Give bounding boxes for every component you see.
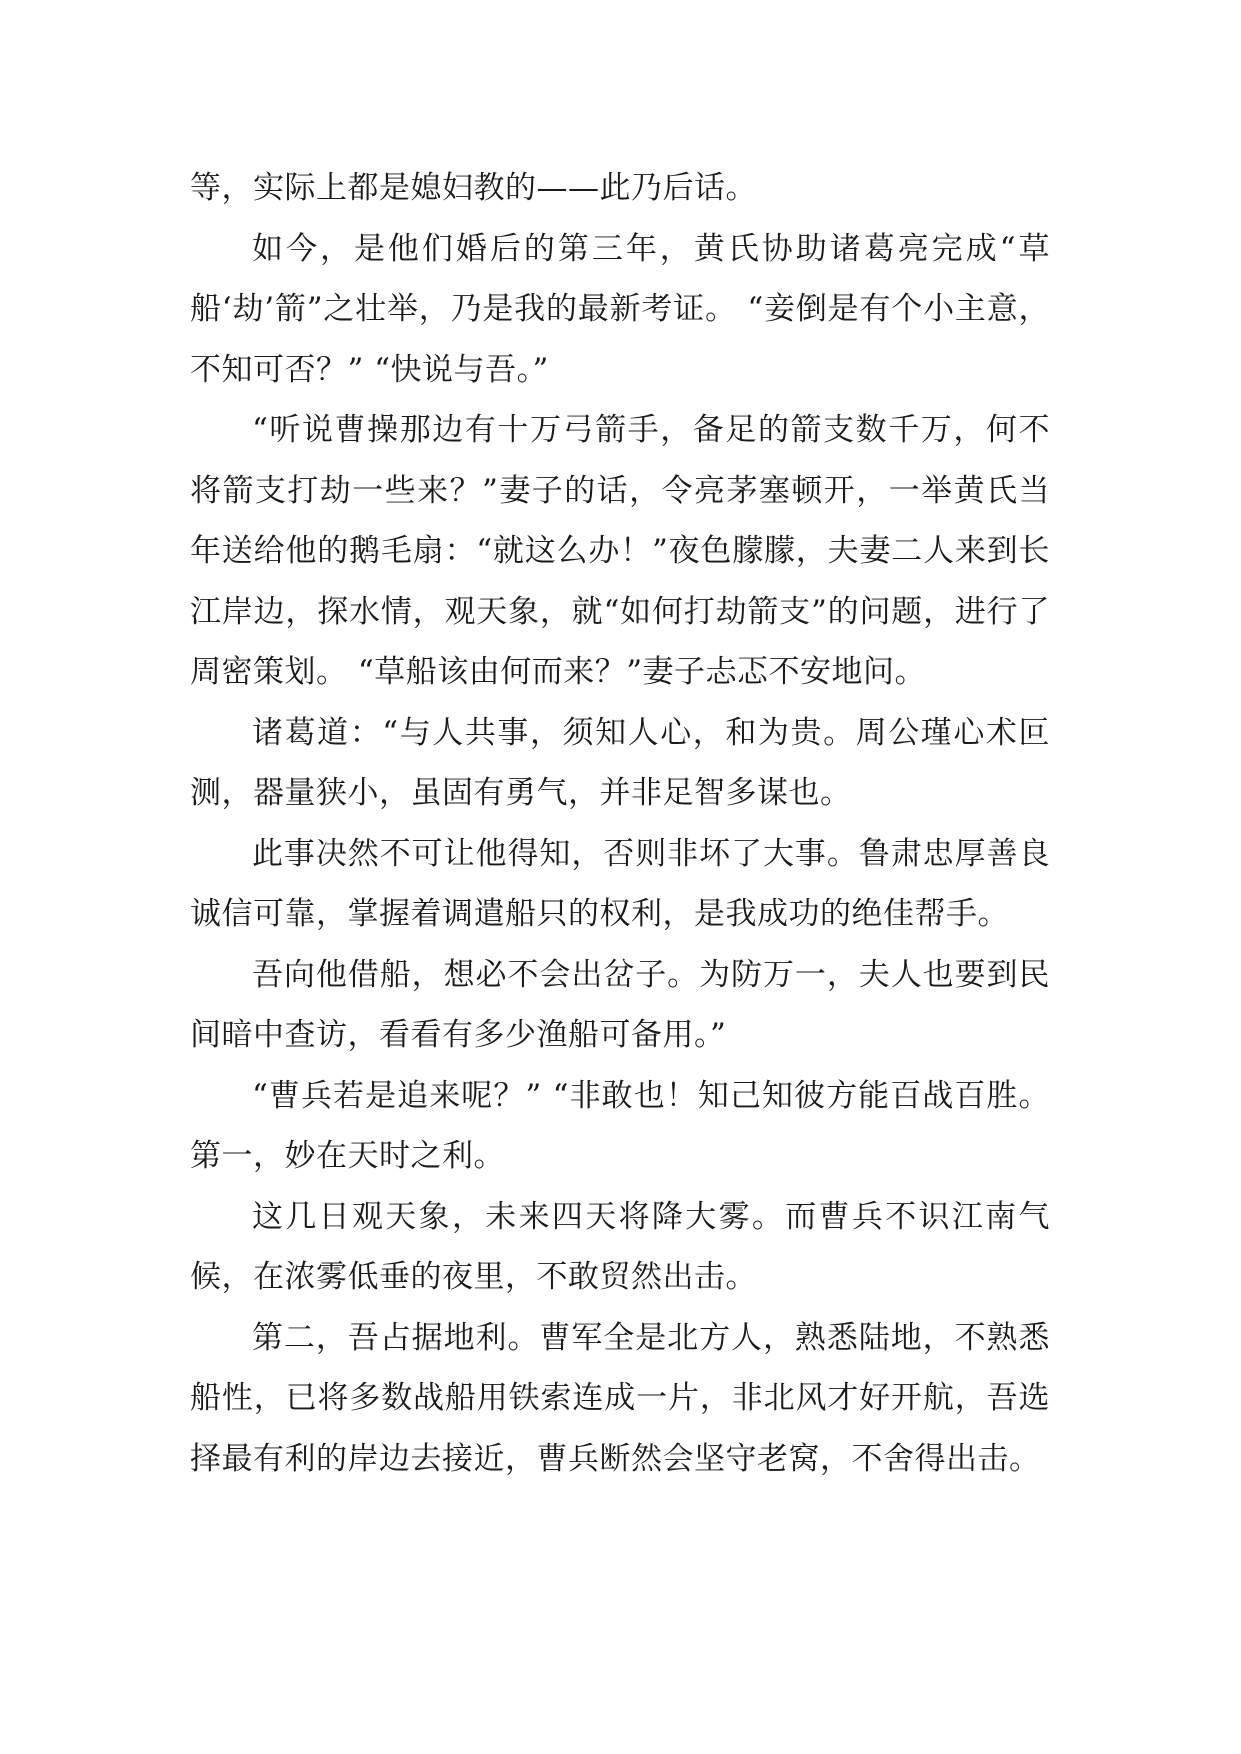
paragraph-4: 诸葛道：“与人共事，须知人心，和为贵。周公瑾心术叵测，器量狭小，虽固有勇气，并非足智多谋也。 — [190, 714, 1050, 811]
paragraph-3: “听说曹操那边有十万弓箭手，备足的箭支数千万，何不将箭支打劫一些来？”妻子的话，令亮茅塞顿开，一举黄氏当年送给他的鹅毛扇：“就这么办！”夜色朦朦，夫妻二人来到长江岸边，探水情，观天象，就“如何打劫箭支”的问题，进行了周密策划。 “草船该由何而来？”妻子忐忑不安地问。 — [190, 412, 1050, 690]
paragraph-9: 第二，吾占据地利。曹军全是北方人，熟悉陆地，不熟悉船性，已将多数战船用铁索连成一片，非北风才好开航，吾选择最有利的岸边去接近，曹兵断然会坚守老窝，不舍得出击。 — [190, 1319, 1050, 1477]
document-body — [190, 158, 1050, 1489]
paragraph-2: 如今，是他们婚后的第三年，黄氏协助诸葛亮完成“草船‘劫’箭”之壮举，乃是我的最新考证。 “妾倒是有个小主意，不知可否？” “快说与吾。” — [190, 230, 1050, 388]
paragraph-7: “曹兵若是追来呢？” “非敢也！知己知彼方能百战百胜。第一，妙在天时之利。 — [190, 1077, 1050, 1174]
paragraph-1: 等，实际上都是媳妇教的——此乃后话。 — [190, 170, 757, 206]
paragraph-8: 这几日观天象，未来四天将降大雾。而曹兵不识江南气候，在浓雾低垂的夜里，不敢贸然出击。 — [190, 1198, 1050, 1295]
paragraph-6: 吾向他借船，想必不会出岔子。为防万一，夫人也要到民间暗中查访，看看有多少渔船可备用。” — [190, 956, 1050, 1053]
paragraph-5: 此事决然不可让他得知，否则非坏了大事。鲁肃忠厚善良诚信可靠，掌握着调遣船只的权利，是我成功的绝佳帮手。 — [190, 835, 1050, 932]
